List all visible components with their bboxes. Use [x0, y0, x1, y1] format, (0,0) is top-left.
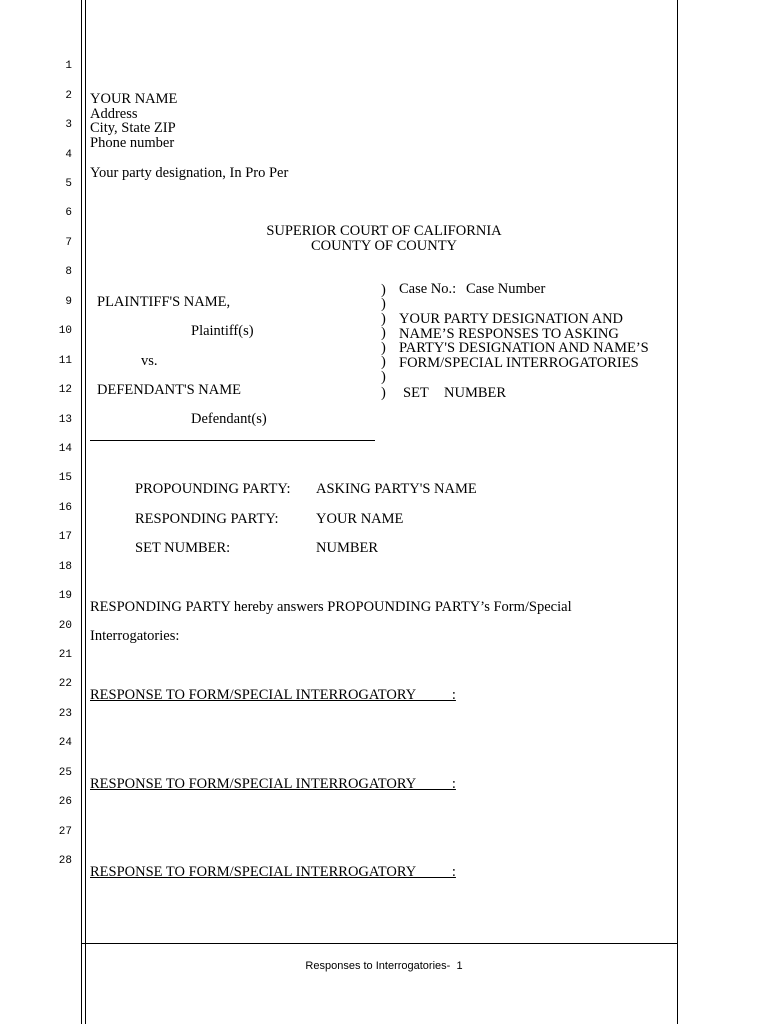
- footer-rule: [81, 943, 678, 944]
- set-number-label: SET NUMBER:: [135, 540, 231, 556]
- caption-paren: ): [381, 311, 386, 327]
- line-number: 19: [58, 590, 72, 602]
- header-phone: Phone number: [90, 135, 175, 151]
- caption-paren: ): [381, 354, 386, 370]
- line-number: 21: [58, 649, 72, 661]
- set-number-value: NUMBER: [316, 540, 379, 556]
- propounding-party-label: PROPOUNDING PARTY:: [135, 481, 291, 497]
- line-number: 24: [58, 737, 72, 749]
- line-number: 14: [58, 443, 72, 455]
- left-margin-line-inner: [85, 0, 86, 1024]
- case-number-label: Case No.:: [399, 281, 457, 297]
- document-title-line: YOUR PARTY DESIGNATION AND: [399, 311, 624, 327]
- line-number: 4: [65, 149, 72, 161]
- response-heading: RESPONSE TO FORM/SPECIAL INTERROGATORY :: [90, 776, 456, 792]
- line-number: 9: [65, 296, 72, 308]
- line-number: 17: [58, 531, 72, 543]
- caption-paren: ): [381, 385, 386, 401]
- line-number: 10: [58, 325, 72, 337]
- line-number: 11: [58, 355, 72, 367]
- left-margin-line-outer: [81, 0, 82, 1024]
- defendant-role: Defendant(s): [191, 411, 267, 427]
- versus: vs.: [141, 353, 158, 369]
- line-number: 23: [58, 708, 72, 720]
- response-heading: RESPONSE TO FORM/SPECIAL INTERROGATORY :: [90, 864, 456, 880]
- line-number: 6: [65, 207, 72, 219]
- footer-label: Responses to Interrogatories: [305, 960, 447, 972]
- line-number: 2: [65, 90, 72, 102]
- line-number: 12: [58, 384, 72, 396]
- caption-paren: ): [381, 296, 386, 312]
- line-number: 26: [58, 796, 72, 808]
- plaintiff-role: Plaintiff(s): [191, 323, 254, 339]
- intro-line: Interrogatories:: [90, 628, 180, 644]
- case-number-value: Case Number: [466, 281, 546, 297]
- caption-paren: ): [381, 325, 386, 341]
- caption-paren: ): [381, 340, 386, 356]
- responding-party-label: RESPONDING PARTY:: [135, 511, 279, 527]
- line-number: 3: [65, 119, 72, 131]
- page-footer: [0, 960, 768, 972]
- defendant-name: DEFENDANT'S NAME: [97, 382, 241, 398]
- header-address: Address: [90, 106, 138, 122]
- line-number: 1: [65, 60, 72, 72]
- header-party-designation: Your party designation, In Pro Per: [90, 165, 289, 181]
- caption-paren: ): [381, 369, 386, 385]
- line-number: 16: [58, 502, 72, 514]
- page-number: 1: [456, 960, 463, 972]
- document-title-line: PARTY'S DESIGNATION AND NAME’S: [399, 340, 649, 356]
- caption-rule: [90, 440, 375, 441]
- line-number: 7: [65, 237, 72, 249]
- line-number: 13: [58, 414, 72, 426]
- line-number: 28: [58, 855, 72, 867]
- propounding-party-value: ASKING PARTY'S NAME: [316, 481, 477, 497]
- response-heading: RESPONSE TO FORM/SPECIAL INTERROGATORY :: [90, 687, 456, 703]
- court-county: COUNTY OF COUNTY: [310, 238, 458, 254]
- intro-line: RESPONDING PARTY hereby answers PROPOUNDING PARTY’s Form/Special: [90, 599, 572, 615]
- set-value: NUMBER: [444, 385, 507, 401]
- line-number: 25: [58, 767, 72, 779]
- line-number: 20: [58, 620, 72, 632]
- line-number: 8: [65, 266, 72, 278]
- right-margin-line: [677, 0, 678, 1024]
- document-title-line: NAME’S RESPONSES TO ASKING: [399, 326, 619, 342]
- set-label: SET: [403, 385, 429, 401]
- responding-party-value: YOUR NAME: [316, 511, 404, 527]
- line-number: 27: [58, 826, 72, 838]
- plaintiff-name: PLAINTIFF'S NAME,: [97, 294, 231, 310]
- line-number: 18: [58, 561, 72, 573]
- footer-separator: -: [446, 960, 451, 972]
- header-city-state-zip: City, State ZIP: [90, 120, 176, 136]
- court-name: SUPERIOR COURT OF CALIFORNIA: [266, 223, 502, 239]
- caption-paren: ): [381, 282, 386, 298]
- header-name: YOUR NAME: [90, 91, 178, 107]
- document-title-line: FORM/SPECIAL INTERROGATORIES: [399, 355, 639, 371]
- line-number: 22: [58, 678, 72, 690]
- line-number: 15: [58, 472, 72, 484]
- line-number: 5: [65, 178, 72, 190]
